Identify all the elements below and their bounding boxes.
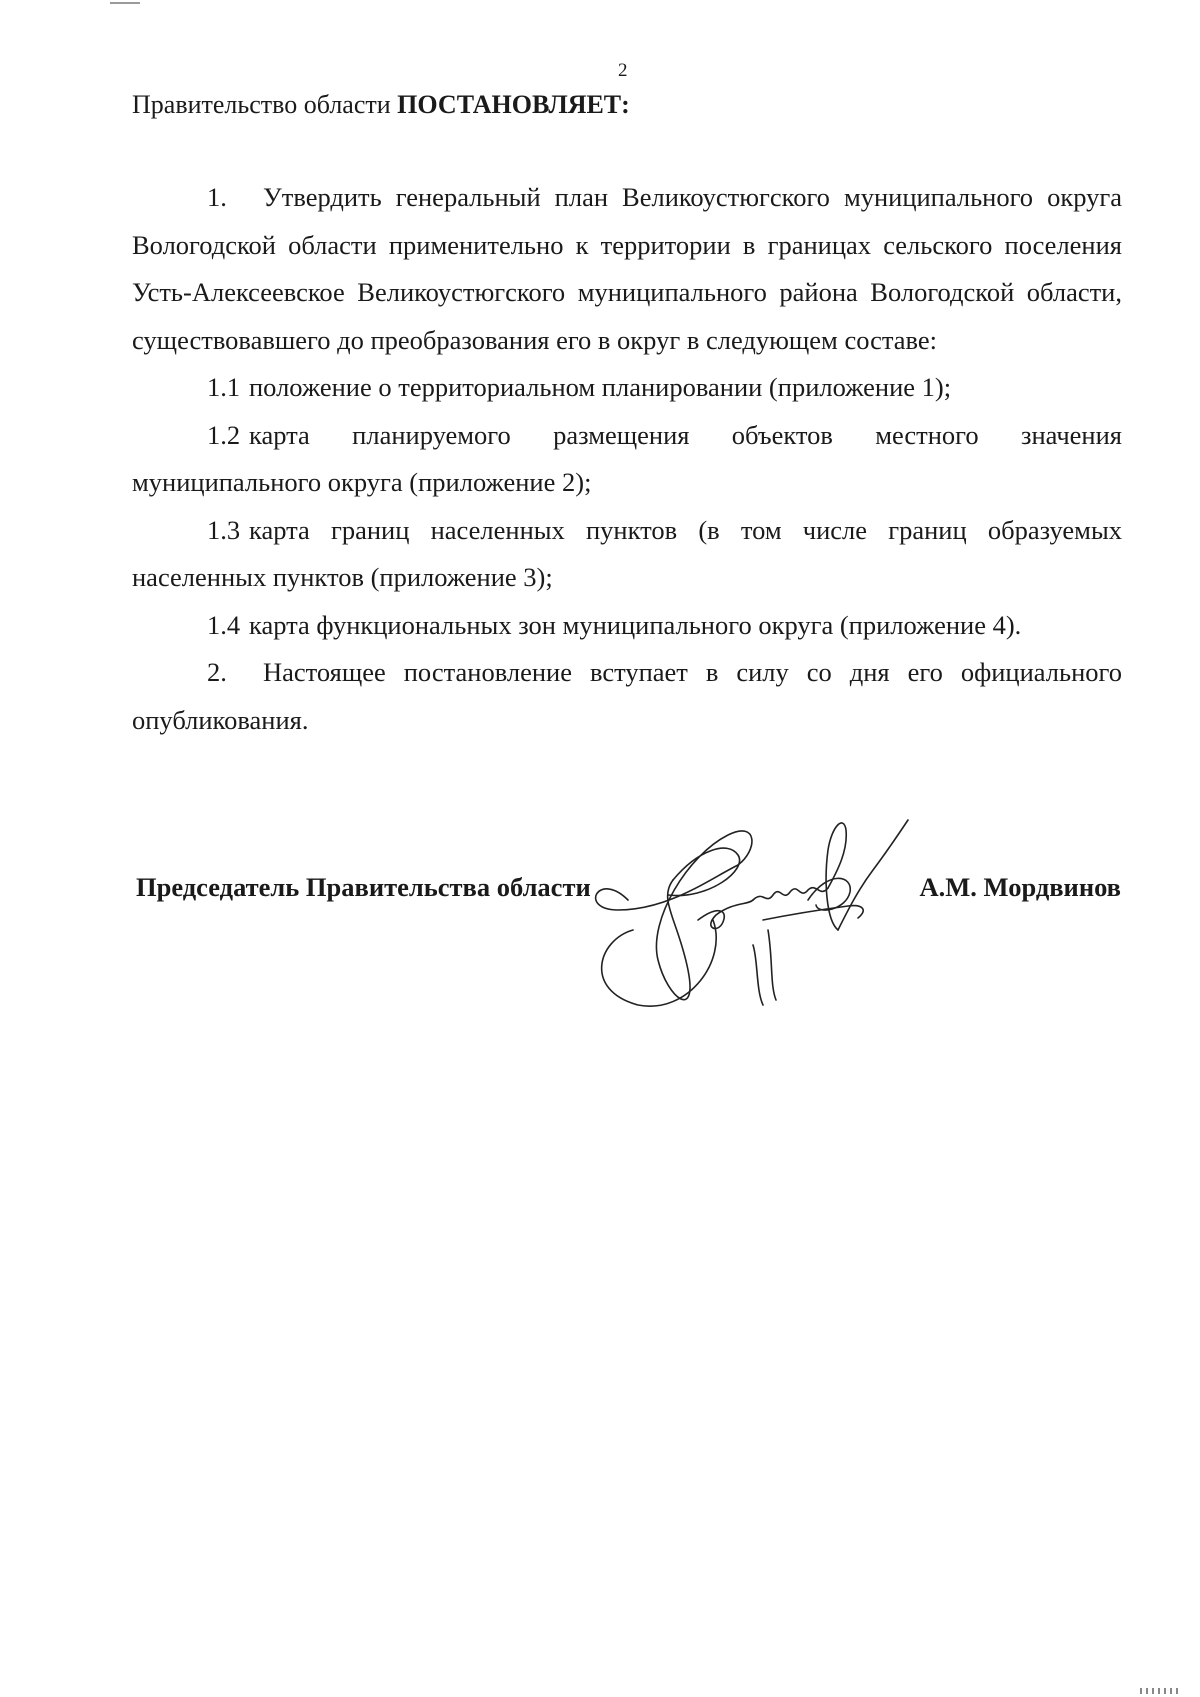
list-item xyxy=(132,649,1122,744)
item-text: карта планируемого размещения объектов местного значения муниципального округа (приложение 2); xyxy=(132,419,1122,497)
item-number: 1.2 xyxy=(207,419,241,450)
item-number: 1.3 xyxy=(207,514,241,545)
item-number: 1.1 xyxy=(207,372,241,402)
list-item xyxy=(132,412,1122,507)
signatory-name: А.М. Мордвинов xyxy=(919,872,1121,902)
resolution-body xyxy=(132,174,1122,744)
list-item xyxy=(132,174,1122,364)
preamble-keyword: ПОСТАНОВЛЯЕТ: xyxy=(397,90,630,119)
item-text: карта границ населенных пунктов (в том числе границ образуемых населенных пунктов (приложение 3); xyxy=(132,514,1122,592)
item-number: 2. xyxy=(207,657,227,687)
item-text: карта функциональных зон муниципального округа (приложение 4). xyxy=(249,609,1022,640)
item-number: 1. xyxy=(207,182,227,212)
resolution-preamble xyxy=(132,88,630,122)
page-number: 2 xyxy=(618,60,628,81)
scan-artifact xyxy=(110,2,140,4)
list-item xyxy=(132,602,1122,650)
preamble-text: Правительство области xyxy=(132,90,398,119)
item-number: 1.4 xyxy=(207,609,241,640)
handwritten-signature xyxy=(588,810,938,1010)
scan-artifact xyxy=(1140,1688,1180,1694)
list-item xyxy=(132,364,1122,412)
item-text: Настоящее постановление вступает в силу со дня его официального опубликования. xyxy=(132,657,1122,735)
list-item xyxy=(132,507,1122,602)
signatory-title: Председатель Правительства области xyxy=(136,872,591,902)
item-text: положение о территориальном планировании (приложение 1); xyxy=(249,372,952,402)
item-text: Утвердить генеральный план Великоустюгского муниципального округа Вологодской области применительно к территории в границах сельского поселения Усть-Алексеевское Великоустюгского муниципального района Вологодской области, существовавшего до преобразования его в округ в следующем составе: xyxy=(132,182,1122,355)
